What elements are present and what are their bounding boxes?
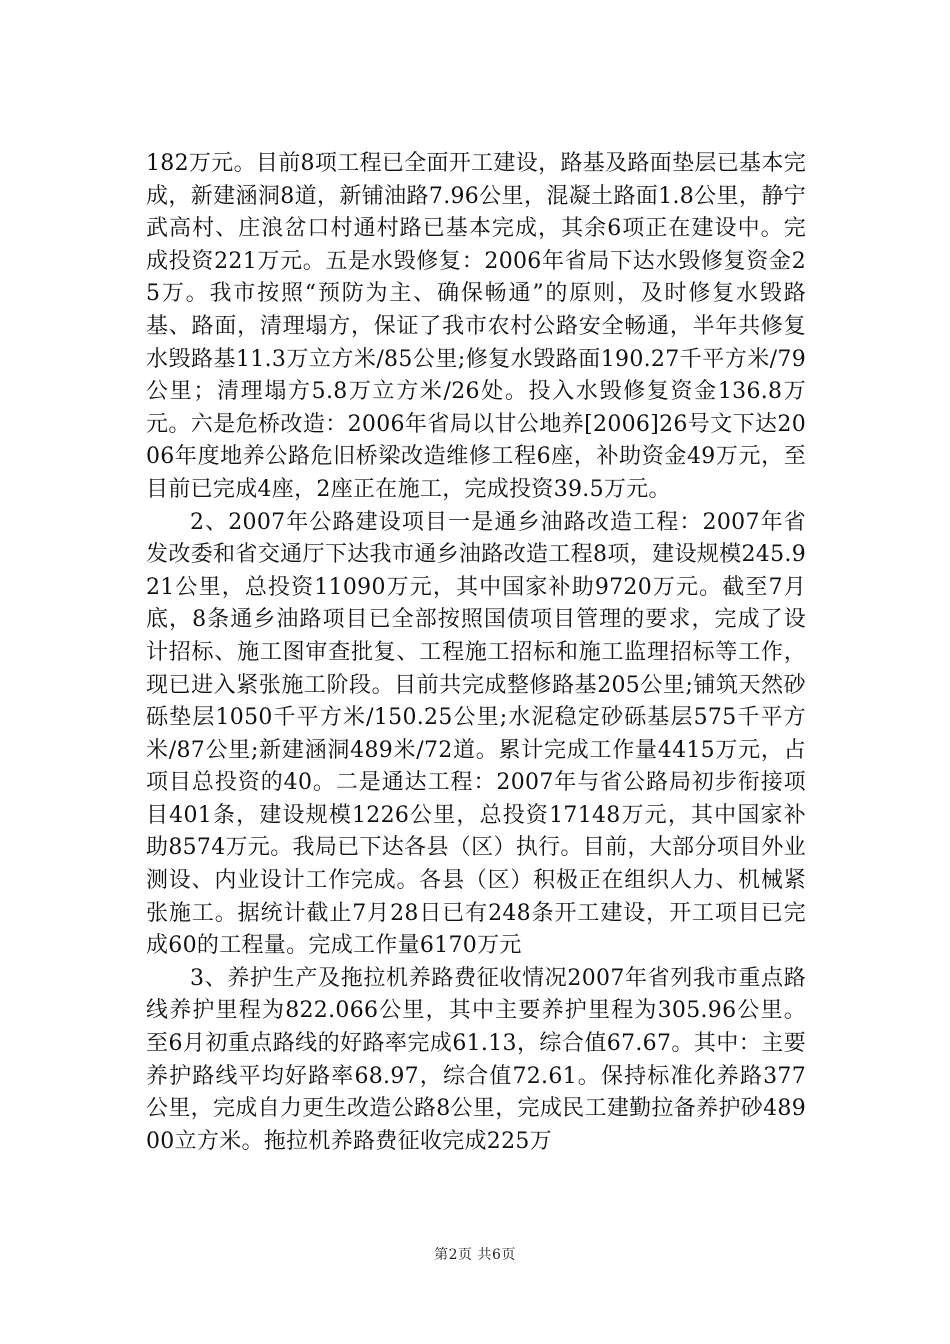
document-body [146, 148, 806, 1158]
page-number-footer: 第2页 共6页 [434, 1247, 516, 1263]
paragraph-2007-road-projects: 2、2007年公路建设项目一是通乡油路改造工程：2007年省发改委和省交通厅下达我市通乡油路改造工程8项，建设规模245.921公里，总投资11090万元，其中国家补助9720万元。截至7月底，8条通乡油路项目已全部按照国债项目管理的要求，完成了设计招标、施工图审查批复、工程施工招标和施工监理招标等工作，现已进入紧张施工阶段。目前共完成整修路基205公里;铺筑天然砂砾垫层1050千平方米/150.25公里;水泥稳定砂砾基层575千平方米/87公里;新建涵洞489米/72道。累计完成工作量4415万元，占项目总投资的40。二是通达工程：2007年与省公路局初步衔接项目401条，建设规模1226公里，总投资17148万元，其中国家补助8574万元。我局已下达各县（区）执行。目前，大部分项目外业测设、内业设计工作完成。各县（区）积极正在组织人力、机械紧张施工。据统计截止7月28日已有248条开工建设，开工项目已完成60的工程量。完成工作量6170万元 [146, 509, 806, 959]
paragraph-continuation: 182万元。目前8项工程已全面开工建设，路基及路面垫层已基本完成，新建涵洞8道，新铺油路7.96公里，混凝土路面1.8公里，静宁武高村、庄浪岔口村通村路已基本完成，其余6项正在建设中。完成投资221万元。五是水毁修复：2006年省局下达水毁修复资金25万。我市按照“预防为主、确保畅通”的原则，及时修复水毁路基、路面，清理塌方，保证了我市农村公路安全畅通，半年共修复水毁路基11.3万立方米/85公里;修复水毁路面190.27千平方米/79公里；清理塌方5.8万立方米/26处。投入水毁修复资金136.8万元。六是危桥改造：2006年省局以甘公地养[2006]26号文下达2006年度地养公路危旧桥梁改造维修工程6座，补助资金49万元，至目前已完成4座，2座正在施工，完成投资39.5万元。 [146, 151, 806, 502]
paragraph-maintenance-fees: 3、养护生产及拖拉机养路费征收情况2007年省列我市重点路线养护里程为822.066公里，其中主要养护里程为305.96公里。至6月初重点路线的好路率完成61.13，综合值67.67。其中：主要养护路线平均好路率68.97，综合值72.61。保持标准化养路377公里，完成自力更生改造公路8公里，完成民工建勤拉备养护砂48900立方米。拖拉机养路费征收完成225万 [146, 965, 806, 1154]
